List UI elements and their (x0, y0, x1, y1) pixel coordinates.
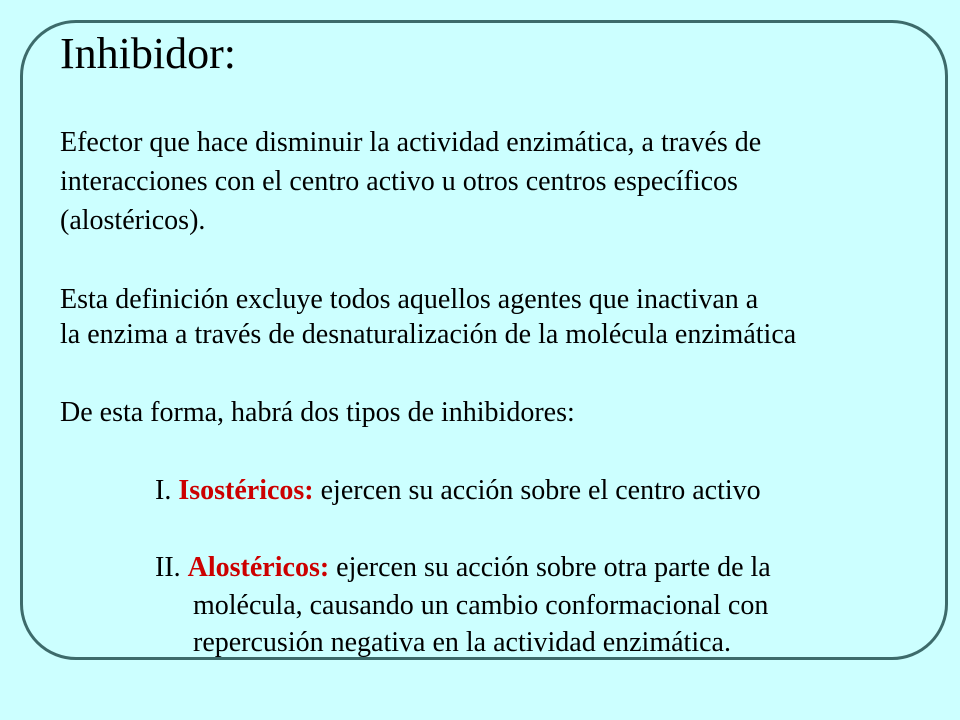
type-alostericos-continuation-2: repercusión negativa en la actividad enzimática. (193, 627, 731, 658)
type-term-alostericos: Alostéricos: (187, 552, 330, 583)
type-numeral: I. (155, 475, 179, 506)
slide-title: Inhibidor: (60, 29, 236, 78)
exclusion-line-2: la enzima a través de desnaturalización de la molécula enzimática (60, 319, 797, 350)
type-description: ejercen su acción sobre el centro activo (313, 475, 761, 506)
exclusion-line-1: Esta definición excluye todos aquellos agentes que inactivan a (60, 284, 759, 315)
types-intro: De esta forma, habrá dos tipos de inhibidores: (60, 397, 575, 428)
type-term-isostericos: Isostéricos: (178, 475, 314, 506)
type-numeral: II. (155, 552, 188, 583)
type-alostericos (155, 549, 771, 586)
type-isostericos (155, 472, 761, 509)
definition-line-3: (alostéricos). (60, 205, 206, 236)
definition-line-1: Efector que hace disminuir la actividad enzimática, a través de (60, 127, 762, 158)
definition-line-2: interacciones con el centro activo u otros centros específicos (60, 166, 738, 197)
type-description: ejercen su acción sobre otra parte de la (329, 552, 771, 583)
type-alostericos-continuation-1: molécula, causando un cambio conformacional con (193, 590, 769, 621)
